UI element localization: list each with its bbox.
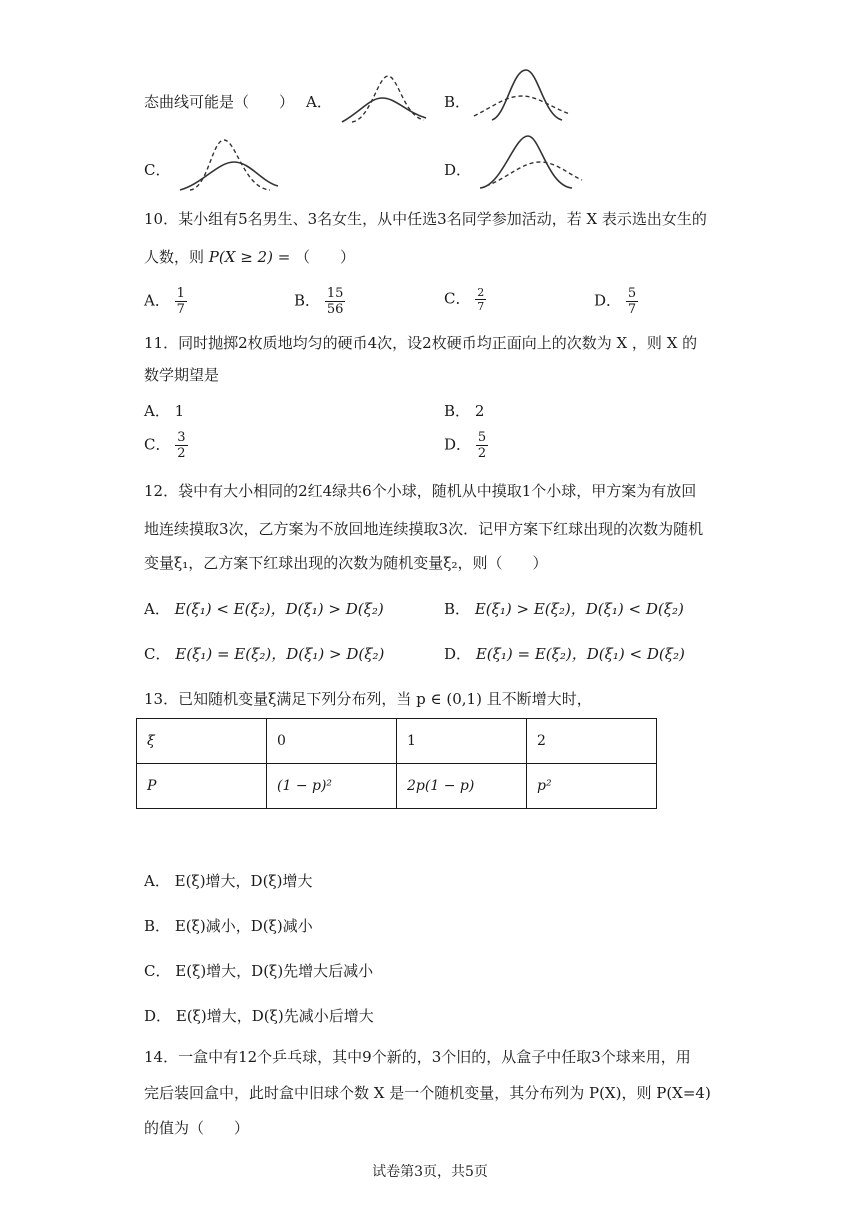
q12-line-1: 12．袋中有大小相同的2红4绿共6个小球，随机从中摸取1个小球，甲方案为有放回	[144, 482, 697, 500]
q11-option-a-value: 1	[174, 402, 185, 420]
q12-option-c-label: C．	[144, 645, 171, 663]
table-row	[137, 719, 657, 764]
q10-line-2	[144, 246, 355, 267]
q14-line-2: 完后装回盒中，此时盒中旧球个数 X 是一个随机变量，其分布列为 P(X)，则 P(X=4)	[144, 1084, 711, 1102]
page-footer: 试卷第3页，共5页	[372, 1164, 488, 1180]
q9-stem-tail: 态曲线可能是（ ）	[144, 93, 295, 111]
q11-option-d	[444, 430, 488, 461]
q9-option-d-graph	[478, 132, 584, 192]
q13-stem: 13．已知随机变量ξ满足下列分布列，当 p ∈ (0,1) 且不断增大时，	[144, 690, 592, 708]
q11-option-c-label: C．	[144, 435, 171, 454]
q10-option-a	[144, 286, 187, 317]
q11-option-a	[144, 400, 184, 421]
q12-option-c	[144, 643, 384, 664]
denominator: 2	[177, 446, 186, 461]
q11-option-d-fraction	[476, 430, 488, 461]
q10-option-b	[294, 286, 345, 317]
table-cell: 0	[267, 719, 397, 764]
q9-option-a-label: A．	[306, 93, 332, 111]
q13-option-a-text: E(ξ)增大，D(ξ)增大	[174, 872, 313, 890]
q11-option-b-value: 2	[474, 402, 485, 420]
table-cell: (1 − p)²	[267, 764, 397, 809]
q12-option-b-label: B．	[444, 600, 471, 618]
q10-option-c	[444, 286, 486, 313]
q10-option-c-label: C．	[444, 289, 471, 308]
q10-option-c-fraction	[475, 286, 486, 313]
q10-option-a-fraction	[175, 286, 187, 317]
numerator: 3	[177, 430, 186, 445]
q12-option-a-text: E(ξ₁) < E(ξ₂)，D(ξ₁) > D(ξ₂)	[174, 600, 384, 618]
q14-line-1: 14．一盒中有12个乒乓球，其中9个新的，3个旧的，从盒子中任取3个球来用，用	[144, 1048, 691, 1066]
q13-option-a	[144, 870, 313, 891]
numerator: 2	[477, 286, 485, 299]
q12-option-c-text: E(ξ₁) = E(ξ₂)，D(ξ₁) > D(ξ₂)	[175, 645, 385, 663]
q10-option-a-label: A．	[144, 291, 170, 310]
table-cell: 2p(1 − p)	[397, 764, 527, 809]
q12-line-2: 地连续摸取3次，乙方案为不放回地连续摸取3次．记甲方案下红球出现的次数为随机	[144, 520, 704, 538]
q10-option-b-fraction	[325, 286, 346, 317]
q9-option-d-label: D．	[444, 161, 472, 179]
denominator: 2	[477, 446, 487, 461]
denominator: 7	[627, 302, 637, 317]
denominator: 56	[326, 302, 344, 317]
q10-line-1: 10．某小组有5名男生、3名女生，从中任选3名同学参加活动，若 X 表示选出女生的	[144, 210, 707, 228]
table-cell: p²	[527, 764, 657, 809]
q11-line-2: 数学期望是	[144, 366, 220, 384]
q11-option-c-fraction	[175, 430, 187, 461]
q14-line-3: 的值为（ ）	[144, 1119, 250, 1137]
q10-option-d-fraction	[626, 286, 638, 317]
q13-option-c	[144, 960, 373, 981]
numerator: 5	[477, 430, 487, 445]
denominator: 7	[176, 302, 185, 317]
q12-line-3: 变量ξ₁，乙方案下红球出现的次数为随机变量ξ₂，则（ ）	[144, 554, 548, 572]
q12-option-d-text: E(ξ₁) = E(ξ₂)，D(ξ₁) < D(ξ₂)	[475, 645, 685, 663]
q11-option-a-label: A．	[144, 402, 170, 420]
numerator: 15	[326, 286, 344, 301]
q13-option-c-text: E(ξ)增大，D(ξ)先增大后减小	[175, 962, 374, 980]
q13-option-b-text: E(ξ)减小，D(ξ)减小	[174, 917, 313, 935]
q9-option-b-label: B．	[444, 93, 471, 111]
q12-option-b	[444, 598, 684, 619]
q9-option-c-label: C．	[144, 161, 171, 179]
table-cell: P	[137, 764, 267, 809]
q12-option-d	[444, 643, 685, 664]
q10-option-b-label: B．	[294, 291, 321, 310]
q10-line-2-pre: 人数，则	[144, 248, 205, 266]
q9-option-b-graph	[472, 66, 572, 124]
q13-option-d-label: D．	[144, 1007, 172, 1025]
table-cell: ξ	[137, 719, 267, 764]
q10-expression: P(X ≥ 2) =	[208, 248, 291, 266]
distribution-table	[136, 718, 657, 809]
q12-option-a	[144, 598, 384, 619]
q10-option-d	[594, 286, 638, 317]
q13-option-d-text: E(ξ)增大，D(ξ)先减小后增大	[175, 1007, 374, 1025]
numerator: 1	[176, 286, 185, 301]
denominator: 7	[477, 300, 485, 313]
q11-option-d-label: D．	[444, 435, 472, 454]
table-cell: 2	[527, 719, 657, 764]
q11-option-b	[444, 400, 484, 421]
q11-option-c	[144, 430, 188, 461]
q13-option-b-label: B．	[144, 917, 171, 935]
q9-option-a-graph	[340, 72, 430, 126]
q13-option-c-label: C．	[144, 962, 171, 980]
numerator: 5	[627, 286, 637, 301]
q11-option-b-label: B．	[444, 402, 471, 420]
table-row	[137, 764, 657, 809]
q11-line-1: 11．同时抛掷2枚质地均匀的硬币4次，设2枚硬币均正面向上的次数为 X ，则 X 的	[144, 334, 698, 352]
q10-line-2-post: （ ）	[295, 248, 356, 266]
q10-option-d-label: D．	[594, 291, 622, 310]
q12-option-a-label: A．	[144, 600, 170, 618]
q13-option-b	[144, 915, 313, 936]
table-cell: 1	[397, 719, 527, 764]
q9-option-c-graph	[178, 136, 282, 194]
q13-option-a-label: A．	[144, 872, 170, 890]
q12-option-b-text: E(ξ₁) > E(ξ₂)，D(ξ₁) < D(ξ₂)	[474, 600, 684, 618]
q13-option-d	[144, 1005, 374, 1026]
q12-option-d-label: D．	[444, 645, 472, 663]
